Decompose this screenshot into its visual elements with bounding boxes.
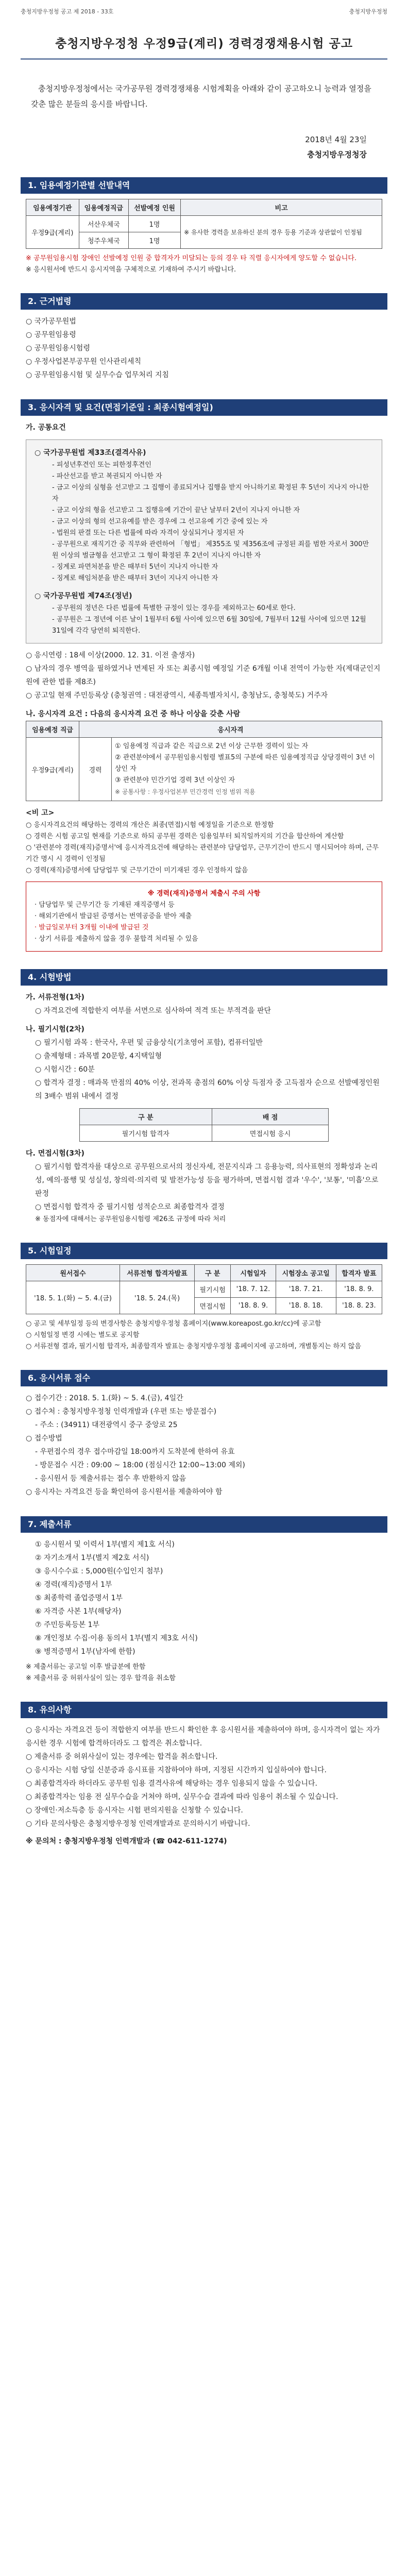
- law-item: ○ 공무원임용령: [26, 331, 76, 339]
- exam-sub-table: [79, 1108, 329, 1142]
- qualification-item: ② 관련분야에서 공무원임용시험령 별표5의 구분에 따른 임용예정직급 상당경력이 3년 이상인 자: [115, 754, 375, 773]
- caution-box: [26, 882, 382, 952]
- method-item: ○ 자격요건에 적합한지 여부를 서면으로 심사하여 적격 또는 부적격을 판단: [35, 1007, 271, 1015]
- schedule-note: ○ 서류전형 결과, 필기시험 합격자, 최종합격자 발표는 충청지방우정청 홈페이지에 공고하며, 개별통지는 하지 않음: [26, 1343, 361, 1350]
- qualification-item: ③ 관련분야 민간기업 경력 3년 이상인 자: [115, 776, 235, 784]
- clause-item: - 피성년후견인 또는 피한정후견인: [52, 461, 151, 469]
- subsection-title: 나. 필기시험(2차): [26, 1025, 84, 1033]
- table-cell: '18. 8. 23.: [336, 1298, 382, 1314]
- clause-title: ○ 국가공무원법 제74조(정년): [35, 592, 132, 600]
- remarks-item: ○ 경력(재직)증명서에 담당업무 및 근무기간이 미기재된 경우 인정하지 않음: [26, 867, 248, 874]
- method-item: ○ 필기시험 합격자를 대상으로 공무원으로서의 정신자세, 전문지식과 그 응용능력, 의사표현의 정확성과 논리성, 예의·품행 및 성실성, 창의력·의지력 및 발전가능성 등을 평가하며, 면접시험 결과 '우수', '보통', '미흡'으로 판정: [35, 1163, 379, 1198]
- place-cell: 서산우체국: [79, 216, 128, 232]
- clause-item: - 징계로 파면처분을 받은 때부터 5년이 지나지 아니한 자: [52, 563, 218, 571]
- section-2-body: [21, 310, 387, 382]
- table-header: 구 분: [195, 1265, 231, 1281]
- count-cell: 1명: [128, 232, 180, 249]
- rank-cell: 우정9급(계리): [26, 738, 79, 801]
- law-item: ○ 공무원임용시험 및 실무수습 업무처리 지침: [26, 371, 169, 379]
- document-note: ※ 제출서류는 공고일 이후 발급분에 한함: [26, 1663, 146, 1671]
- qualification-note: ※ 공통사항 : 우정사업본부 민간경력 인정 범위 적용: [115, 788, 256, 795]
- selection-table: [26, 199, 382, 249]
- method-item: ○ 면접시험 합격자 중 필기시험 성적순으로 최종합격자 결정: [35, 1203, 225, 1211]
- section-6-header: 6. 응시서류 접수: [21, 1370, 387, 1386]
- method-item: ○ 합격자 결정 : 매과목 만점의 40% 이상, 전과목 총점의 60% 이상 득점자 중 고득점자 순으로 선발예정인원의 3배수 범위 내에서 결정: [35, 1079, 380, 1100]
- table-cell: 필기시험: [195, 1281, 231, 1298]
- document-item: ④ 경력(재직)증명서 1부: [35, 1581, 112, 1589]
- subsection-title: 다. 면접시험(3차): [26, 1149, 84, 1158]
- section-7-body: [21, 1533, 387, 1684]
- qualification-cell: [112, 738, 382, 801]
- method-item: ○ 필기시험 과목 : 한국사, 우편 및 금융상식(기초영어 포함), 컴퓨터일반: [35, 1039, 263, 1047]
- qualification-item: ① 임용예정 직급과 같은 직급으로 2년 이상 근무한 경력이 있는 자: [115, 742, 309, 750]
- section-1-header: 1. 임용예정기관별 선발내역: [21, 177, 387, 194]
- application-item: - 방문접수 시간 : 09:00 ~ 18:00 (점심시간 12:00~13:00 제외): [35, 1461, 245, 1469]
- contact-info: ※ 문의처 : 충청지방우정청 인력개발과 (☎ 042-611-1274): [26, 1837, 227, 1845]
- page-title: 충청지방우정청 우정9급(계리) 경력경쟁채용시험 공고: [21, 15, 387, 60]
- document-header: [21, 0, 387, 15]
- remarks-item: ○ 경력은 시험 공고일 현재를 기준으로 하되 공무원 경력은 임용일부터 퇴직일까지의 기간을 합산하여 계산함: [26, 833, 344, 840]
- clause-item: - 금고 이상의 실형을 선고받고 그 집행이 종료되거나 집행을 받지 아니하기로 확정된 후 5년이 지나지 아니한 자: [52, 484, 369, 503]
- application-item: - 주소 : (34911) 대전광역시 중구 중앙로 25: [35, 1421, 178, 1429]
- method-item: ○ 출제형태 : 과목별 20문항, 4지택일형: [35, 1052, 162, 1060]
- announcement-date: 2018년 4월 23일: [305, 135, 367, 144]
- application-item: ○ 접수처 : 충청지방우정청 인력개발과 (우편 또는 방문접수): [26, 1408, 217, 1416]
- other-requirement: ○ 공고일 현재 주민등록상 (충청권역 : 대전광역시, 세종특별자치시, 충청남도, 충청북도) 거주자: [26, 691, 328, 700]
- document-item: ③ 응시수수료 : 5,000원(수입인지 첨부): [35, 1567, 163, 1575]
- subsection-title: 가. 서류전형(1차): [26, 993, 84, 1002]
- document-item: ⑥ 자격증 사본 1부(해당자): [35, 1607, 122, 1616]
- document-item: ② 자기소개서 1부(별지 제2호 서식): [35, 1554, 149, 1562]
- table-header: 구 분: [79, 1109, 212, 1125]
- clause-item: - 법원의 판결 또는 다른 법률에 따라 자격이 상실되거나 정지된 자: [52, 529, 244, 537]
- section-1-note: ※ 공무원임용시험 장애인 선발예정 인원 중 합격자가 미달되는 등의 경우 타 직렬 응시자에게 양도할 수 없습니다.: [26, 255, 357, 262]
- law-item: ○ 공무원임용시험령: [26, 344, 90, 352]
- rank-cell: 우정9급(계리): [26, 216, 79, 249]
- header-org: 충청지방우정청: [349, 8, 387, 15]
- law-item: ○ 국가공무원법: [26, 317, 76, 326]
- table-header: 시험장소 공고일: [276, 1265, 336, 1281]
- section-8-body: [21, 1718, 387, 1848]
- caution-item: · 담당업무 및 근무기간 등 기재된 재직증명서 등: [35, 901, 175, 909]
- application-item: ○ 접수방법: [26, 1434, 62, 1443]
- clause-item: - 공무원의 정년은 다른 법률에 특별한 규정이 있는 경우를 제외하고는 60세로 한다.: [52, 604, 296, 612]
- table-header: 비고: [181, 199, 382, 216]
- count-cell: 1명: [128, 216, 180, 232]
- table-header: 서류전형 합격자발표: [120, 1265, 195, 1281]
- remarks-item: ○ '관련분야 경력(재직)증명서'에 응시자격요건에 해당하는 관련분야 담당업무, 근무기간이 반드시 명시되어야 하며, 근무기간 명시 시 경력이 인정됨: [26, 844, 379, 863]
- table-cell: 필기시험 합격자: [79, 1125, 212, 1142]
- caution-item: ○ 응시자는 시험 당일 신분증과 응시표를 지참하여야 하며, 지정된 시간까지 입실하여야 합니다.: [26, 1766, 327, 1774]
- schedule-note: ○ 공고 및 세부일정 등의 변경사항은 충청지방우정청 홈페이지(www.koreapost.go.kr/cc)에 공고함: [26, 1320, 321, 1328]
- apply-period-cell: '18. 5. 1.(화) ~ 5. 4.(금): [26, 1281, 120, 1314]
- notice-number: 충청지방우정청 공고 제 2018 - 33호: [21, 8, 114, 15]
- method-item: ○ 시험시간 : 60분: [35, 1065, 95, 1074]
- table-cell: '18. 8. 9.: [231, 1298, 276, 1314]
- subsection-title: 가. 공통요건: [26, 423, 66, 432]
- caution-item: ○ 최종합격자라 하더라도 공무원 임용 결격사유에 해당하는 경우 임용되지 않을 수 있습니다.: [26, 1780, 318, 1788]
- caution-item: ○ 제출서류 중 허위사실이 있는 경우에는 합격을 취소합니다.: [26, 1753, 218, 1761]
- clause-item: - 금고 이상의 형의 선고유예를 받은 경우에 그 선고유예 기간 중에 있는 자: [52, 518, 268, 526]
- section-4-header: 4. 시험방법: [21, 969, 387, 986]
- section-3-header: 3. 응시자격 및 요건(면접기준일 : 최종시험예정일): [21, 399, 387, 416]
- table-cell: '18. 7. 12.: [231, 1281, 276, 1298]
- caution-title: ※ 경력(재직)증명서 제출시 주의 사항: [147, 890, 261, 897]
- section-5-header: 5. 시험일정: [21, 1243, 387, 1259]
- table-header: 시험일자: [231, 1265, 276, 1281]
- clause-item: - 금고 이상의 형을 선고받고 그 집행유예 기간이 끝난 날부터 2년이 지나지 아니한 자: [52, 506, 300, 514]
- document-note: ※ 제출서류 중 허위사실이 있는 경우 합격을 취소함: [26, 1674, 176, 1682]
- application-item: - 응시원서 등 제출서류는 접수 후 반환하지 않음: [35, 1475, 186, 1483]
- document-item: ⑦ 주민등록등본 1부: [35, 1621, 100, 1629]
- caution-item: ○ 응시자는 자격요건 등이 적합한지 여부를 반드시 확인한 후 응시원서를 제출하여야 하며, 응시자격이 없는 자가 응시한 경우 시험에 합격하더라도 그 합격은 취소합니다.: [26, 1726, 380, 1748]
- section-7-header: 7. 제출서류: [21, 1516, 387, 1533]
- method-note: ※ 동점자에 대해서는 공무원임용시험령 제26조 규정에 따라 처리: [35, 1215, 226, 1223]
- section-8-header: 8. 유의사항: [21, 1702, 387, 1718]
- table-header: 응시자격: [79, 721, 382, 738]
- place-cell: 청주우체국: [79, 232, 128, 249]
- application-item: ○ 접수기간 : 2018. 5. 1.(화) ~ 5. 4.(금), 4일간: [26, 1394, 183, 1402]
- caution-item: · 해외기관에서 발급된 증명서는 번역공증을 받아 제출: [35, 912, 192, 920]
- clause-item: - 공무원으로 재직기간 중 직무와 관련하여 「형법」 제355조 및 제356조에 규정된 죄를 범한 자로서 300만원 이상의 벌금형을 선고받고 그 형이 확정된 후 2년이 지나지 아니한 자: [52, 540, 369, 560]
- disqualification-box: [26, 439, 382, 643]
- kind-cell: 경력: [79, 738, 112, 801]
- clause-item: - 공무원은 그 정년에 이른 날이 1월부터 6월 사이에 있으면 6월 30일에, 7월부터 12월 사이에 있으면 12월 31일에 각각 당연히 퇴직한다.: [52, 616, 366, 635]
- section-2-header: 2. 근거법령: [21, 293, 387, 310]
- section-6-body: [21, 1386, 387, 1499]
- table-header: 임용예정 직급: [26, 721, 79, 738]
- table-cell: 면접시험: [195, 1298, 231, 1314]
- table-header: 임용예정기관: [26, 199, 79, 216]
- table-cell: '18. 8. 9.: [336, 1281, 382, 1298]
- document-item: ⑤ 최종학력 졸업증명서 1부: [35, 1594, 123, 1602]
- table-header: 합격자 발표: [336, 1265, 382, 1281]
- section-1-note: ※ 응시원서에 반드시 응시지역을 구체적으로 기재하여 주시기 바랍니다.: [26, 266, 236, 274]
- table-cell: '18. 7. 21.: [276, 1281, 336, 1298]
- qualification-table: [26, 721, 382, 801]
- caution-item: ○ 장애인·저소득층 등 응시자는 시험 편의지원을 신청할 수 있습니다.: [26, 1806, 243, 1815]
- remarks-item: ○ 응시자격요건의 해당하는 경력의 개산은 최종(면접)시험 예정일을 기준으로 한정함: [26, 821, 274, 829]
- issuer-name: 충청지방우정청장: [307, 150, 367, 159]
- section-1-body: [21, 194, 387, 276]
- section-4-body: [21, 986, 387, 1225]
- table-header: 임용예정직급: [79, 199, 128, 216]
- table-cell: 면접시험 응시: [212, 1125, 328, 1142]
- table-header: 배 점: [212, 1109, 328, 1125]
- table-header: 선발예정 인원: [128, 199, 180, 216]
- schedule-note: ○ 시험일정 변경 시에는 별도로 공지함: [26, 1331, 140, 1339]
- doc-result-cell: '18. 5. 24.(목): [120, 1281, 195, 1314]
- law-item: ○ 우정사업본부공무원 인사관리세칙: [26, 358, 141, 366]
- subsection-title: 나. 응시자격 요건 : 다음의 응시자격 요건 중 하나 이상을 갖춘 사람: [26, 710, 241, 718]
- application-item: ○ 응시자는 자격요건 등을 확인하여 응시원서를 제출하여야 함: [26, 1488, 223, 1496]
- intro-paragraph: 충청지방우정청에서는 국가공무원 경력경쟁채용 시험계획을 아래와 같이 공고하오니 능력과 열정을 갖춘 많은 분들의 응시를 바랍니다.: [31, 84, 371, 109]
- caution-item: ○ 최종합격자는 임용 전 실무수습을 거쳐야 하며, 실무수습 결과에 따라 임용이 취소될 수 있습니다.: [26, 1793, 338, 1801]
- document-item: ⑨ 병적증명서 1부(남자에 한함): [35, 1648, 135, 1656]
- age-requirement: ○ 응시연령 : 18세 이상(2000. 12. 31. 이전 출생자): [26, 651, 195, 659]
- caution-item: ○ 기타 문의사항은 충청지방우정청 인력개발과로 문의하시기 바랍니다.: [26, 1820, 250, 1828]
- clause-item: - 징계로 해임처분을 받은 때부터 3년이 지나지 아니한 자: [52, 574, 218, 582]
- table-cell: '18. 8. 18.: [276, 1298, 336, 1314]
- section-5-body: [21, 1259, 387, 1352]
- schedule-table: [26, 1264, 382, 1314]
- document-item: ⑧ 개인정보 수집·이용 동의서 1부(별지 제3호 서식): [35, 1634, 198, 1642]
- table-header: 원서접수: [26, 1265, 120, 1281]
- other-requirement: ○ 남자의 경우 병역을 필하였거나 면제된 자 또는 최종시험 예정일 기준 6개월 이내 전역이 가능한 자(제대군인지원에 관한 법률 제8조): [26, 665, 381, 686]
- remark-cell: ※ 유사한 경력을 보유하신 분의 경우 등용 기준과 상관없이 인정됨: [181, 216, 382, 249]
- section-3-body: [21, 416, 387, 952]
- remarks-title: <비 고>: [26, 809, 55, 817]
- document-item: ① 응시원서 및 이력서 1부(별지 제1호 서식): [35, 1540, 175, 1549]
- clause-title: ○ 국가공무원법 제33조(결격사유): [35, 449, 146, 457]
- caution-item: · 발급일로부터 3개월 이내에 발급된 것: [35, 924, 149, 931]
- caution-item: · 상기 서류를 제출하지 않을 경우 불합격 처리될 수 있음: [35, 935, 198, 943]
- clause-item: - 파산선고를 받고 복권되지 아니한 자: [52, 472, 162, 480]
- application-item: - 우편접수의 경우 접수마감일 18:00까지 도착분에 한하여 유효: [35, 1448, 235, 1456]
